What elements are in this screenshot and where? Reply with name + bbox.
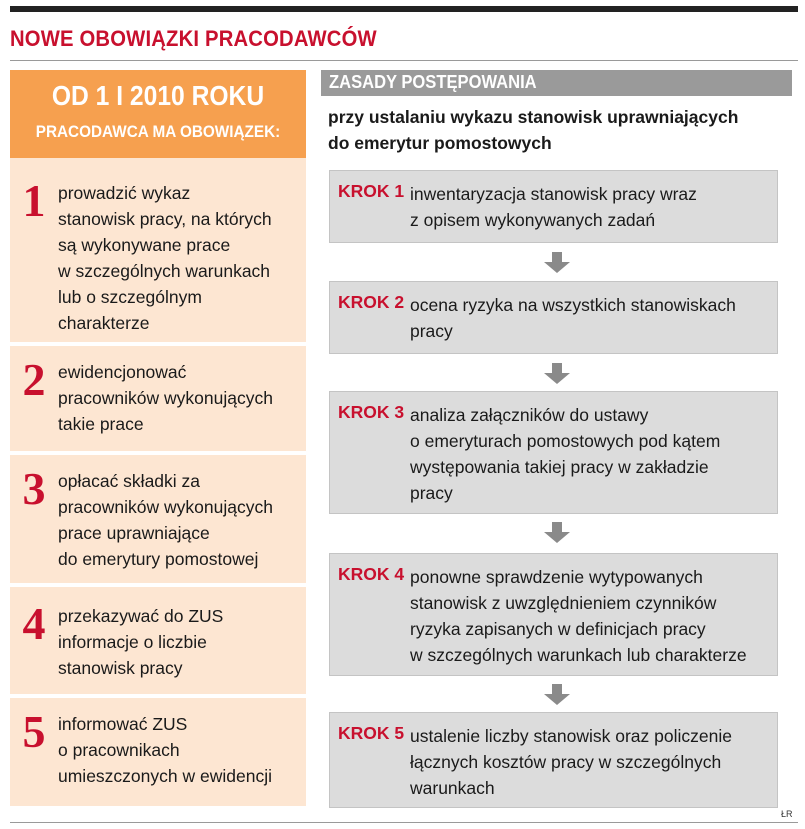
page-title: NOWE OBOWIĄZKI PRACODAWCÓW (10, 26, 377, 51)
duties-subtitle: PRACODAWCA MA OBOWIĄZEK: (35, 122, 281, 141)
procedure-subtitle: przy ustalaniu wykazu stanowisk uprawniających do emerytur pomostowych (328, 107, 739, 153)
title-divider (10, 60, 798, 61)
bottom-rule (10, 822, 798, 823)
step-label: KROK 3 (338, 402, 405, 422)
duty-text: opłacać składki za pracowników wykonujących prace uprawniające do emerytury pomostowej (58, 471, 273, 569)
down-arrow-icon (543, 684, 571, 706)
employer-duties-panel (10, 70, 306, 806)
author-credit: ŁR (781, 809, 793, 819)
procedure-header-label: ZASADY POSTĘPOWANIA (329, 72, 537, 92)
step-label: KROK 4 (338, 564, 405, 584)
duty-number: 1 (22, 175, 46, 226)
effective-date: OD 1 I 2010 ROKU (51, 80, 265, 111)
top-rule (10, 6, 798, 12)
step-text: ponowne sprawdzenie wytypowanych stanowisk z uwzględnieniem czynników ryzyka zapisanych w definicjach pracy w szczególnych warunkach lub charakterze (410, 567, 747, 665)
step-box-1 (329, 170, 778, 243)
duty-separator (10, 451, 306, 455)
duty-separator (10, 342, 306, 346)
step-box-4 (329, 553, 778, 676)
duty-separator (10, 583, 306, 587)
step-text: ustalenie liczby stanowisk oraz policzenie łącznych kosztów pracy w szczególnych warunkach (410, 726, 732, 798)
down-arrow-icon (543, 252, 571, 274)
duty-text: informować ZUS o pracownikach umieszczonych w ewidencji (58, 714, 272, 786)
duty-number: 2 (22, 354, 46, 405)
duty-text: prowadzić wykaz stanowisk pracy, na których są wykonywane prace w szczególnych warunkach lub o szczególnym charakterze (58, 183, 272, 333)
duties-header (10, 70, 306, 158)
step-label: KROK 5 (338, 723, 405, 743)
step-box-5 (329, 712, 778, 808)
duty-number: 3 (22, 463, 46, 514)
procedure-header (321, 70, 792, 96)
step-text: ocena ryzyka na wszystkich stanowiskach pracy (410, 295, 736, 341)
duty-text: przekazywać do ZUS informacje o liczbie stanowisk pracy (58, 606, 224, 678)
step-label: KROK 2 (338, 292, 405, 312)
duty-number: 4 (22, 598, 46, 649)
step-text: inwentaryzacja stanowisk pracy wraz z opisem wykonywanych zadań (410, 184, 697, 230)
step-label: KROK 1 (338, 181, 405, 201)
duty-number: 5 (22, 706, 46, 757)
step-box-2 (329, 281, 778, 354)
duty-text: ewidencjonować pracowników wykonujących takie prace (58, 362, 273, 434)
down-arrow-icon (543, 522, 571, 544)
duty-separator (10, 694, 306, 698)
step-text: analiza załączników do ustawy o emeryturach pomostowych pod kątem występowania takiej pracy w zakładzie pracy (410, 405, 721, 503)
down-arrow-icon (543, 363, 571, 385)
step-box-3 (329, 391, 778, 514)
